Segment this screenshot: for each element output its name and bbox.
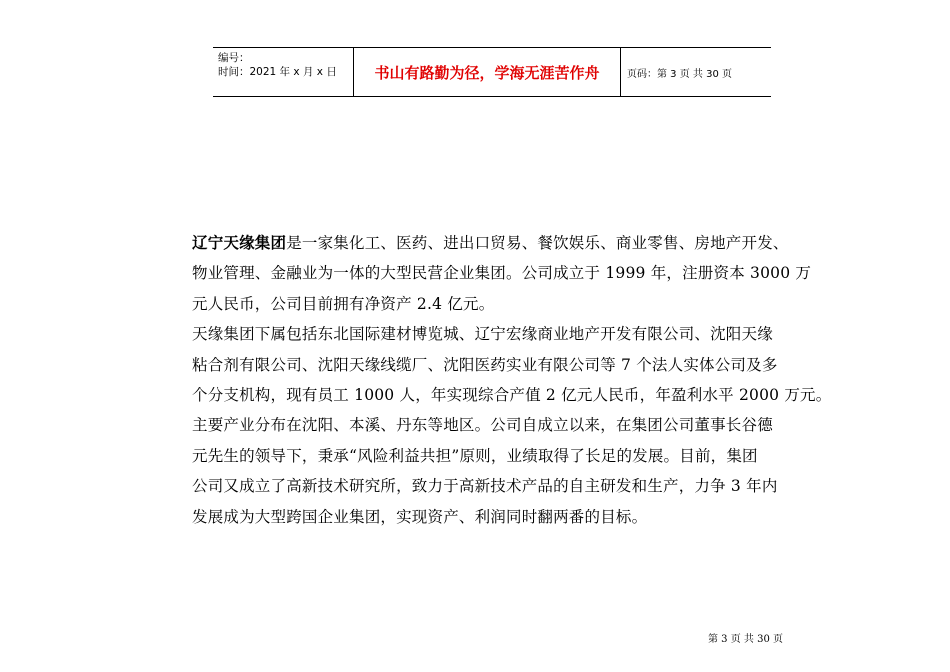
header-meta-cell xyxy=(213,48,354,96)
body-line: 个分支机构，现有员工 1000 人，年实现综合产值 2 亿元人民币，年盈利水平 2000 万元。 xyxy=(192,385,832,404)
body-line: 发展成为大型跨国企业集团，实现资产、利润同时翻两番的目标。 xyxy=(192,507,648,526)
page-footer xyxy=(708,630,783,645)
body-line: 元人民币，公司目前拥有净资产 2.4 亿元。 xyxy=(192,294,495,313)
body-line-text: 是一家集化工、医药、进出口贸易、餐饮娱乐、商业零售、房地产开发、 xyxy=(286,234,789,252)
body-line: 粘合剂有限公司、沈阳天缘线缆厂、沈阳医药实业有限公司等 7 个法人实体公司及多 xyxy=(192,355,778,374)
document-header xyxy=(213,47,771,97)
footer-page-number: 第 3 页 共 30 页 xyxy=(708,634,783,645)
body-line: 主要产业分布在沈阳、本溪、丹东等地区。公司自成立以来，在集团公司董事长谷德 xyxy=(192,416,773,435)
header-page-cell xyxy=(621,48,771,96)
body-line: 元先生的领导下，秉承“风险利益共担”原则，业绩取得了长足的发展。目前，集团 xyxy=(192,446,758,465)
page-code: 页码：第 3 页 共 30 页 xyxy=(627,68,732,80)
body-paragraph xyxy=(192,228,888,532)
header-motto-cell xyxy=(354,48,621,96)
company-name: 辽宁天缘集团 xyxy=(192,233,287,252)
number-label: 编号： xyxy=(218,52,250,64)
motto-text: 书山有路勤为径，学海无涯苦作舟 xyxy=(374,63,600,82)
body-line: 公司又成立了高新技术研究所，致力于高新技术产品的自主研发和生产，力争 3 年内 xyxy=(192,477,778,496)
body-line: 物业管理、金融业为一体的大型民营企业集团。公司成立于 1999 年，注册资本 3000 万 xyxy=(192,264,812,283)
body-line: 天缘集团下属包括东北国际建材博览城、辽宁宏缘商业地产开发有限公司、沈阳天缘 xyxy=(192,325,773,344)
time-label: 时间：2021 年 x 月 x 日 xyxy=(218,66,337,78)
body-line xyxy=(192,228,888,258)
